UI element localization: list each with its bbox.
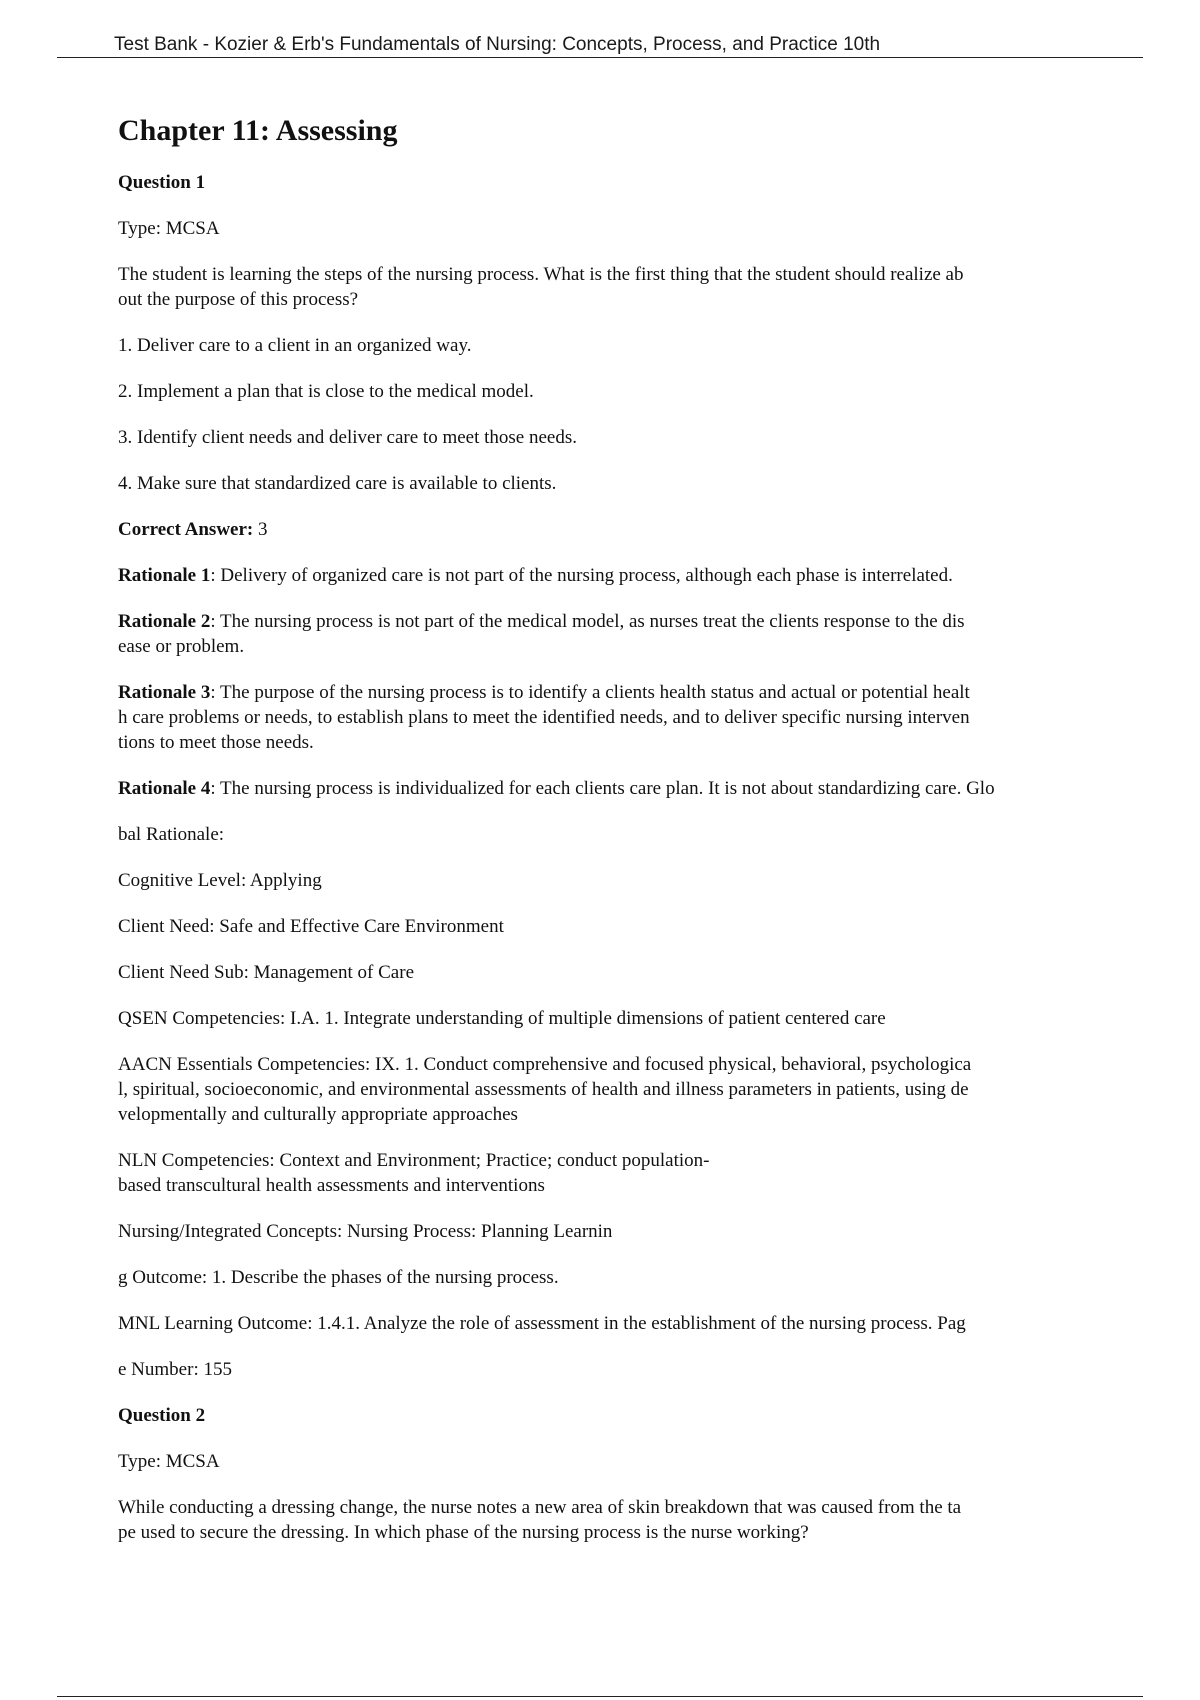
nln-line: based transcultural health assessments and interventions	[118, 1175, 545, 1196]
rationale-2	[118, 609, 1098, 659]
question-1-type: Type: MCSA	[118, 218, 220, 239]
question-2-stem	[118, 1495, 1098, 1545]
option-3: 3. Identify client needs and deliver care to meet those needs.	[118, 427, 577, 448]
nln-competencies	[118, 1148, 1098, 1198]
footer-rule	[57, 1696, 1143, 1697]
cognitive-level: Cognitive Level: Applying	[118, 870, 322, 891]
rationale-label: Rationale 2	[118, 611, 211, 632]
stem-line: pe used to secure the dressing. In which phase of the nursing process is the nurse working?	[118, 1522, 809, 1543]
client-need: Client Need: Safe and Effective Care Environment	[118, 916, 504, 937]
rationale-1	[118, 563, 1098, 588]
rationale-text: : Delivery of organized care is not part of the nursing process, although each phase is interrelated.	[210, 565, 953, 586]
rationale-label: Rationale 4	[118, 778, 211, 799]
correct-answer-label: Correct Answer:	[118, 519, 254, 540]
rationale-4	[118, 776, 1098, 801]
rationale-text: ease or problem.	[118, 636, 245, 657]
aacn-line: l, spiritual, socioeconomic, and environmental assessments of health and illness parameters in patients, using de	[118, 1079, 969, 1100]
learning-outcome: g Outcome: 1. Describe the phases of the nursing process.	[118, 1267, 559, 1288]
integrated-concepts: Nursing/Integrated Concepts: Nursing Process: Planning Learnin	[118, 1221, 613, 1242]
nln-line: NLN Competencies: Context and Environment; Practice; conduct population-	[118, 1150, 710, 1171]
running-header: Test Bank - Kozier & Erb's Fundamentals of Nursing: Concepts, Process, and Practice 10th	[114, 34, 881, 55]
page-number: e Number: 155	[118, 1359, 232, 1380]
option-1: 1. Deliver care to a client in an organized way.	[118, 335, 472, 356]
stem-line: While conducting a dressing change, the nurse notes a new area of skin breakdown that was caused from the ta	[118, 1497, 962, 1518]
aacn-line: velopmentally and culturally appropriate approaches	[118, 1104, 518, 1125]
chapter-title: Chapter 11: Assessing	[118, 114, 398, 147]
client-need-sub: Client Need Sub: Management of Care	[118, 962, 415, 983]
rationale-label: Rationale 1	[118, 565, 211, 586]
mnl-learning-outcome: MNL Learning Outcome: 1.4.1. Analyze the role of assessment in the establishment of the nursing process. Pag	[118, 1313, 966, 1334]
rationale-text: tions to meet those needs.	[118, 732, 314, 753]
aacn-competencies	[118, 1052, 1098, 1127]
question-1-stem	[118, 262, 1098, 312]
rationale-text: : The nursing process is individualized for each clients care plan. It is not about standardizing care. Glo	[210, 778, 995, 799]
global-rationale: bal Rationale:	[118, 824, 225, 845]
correct-answer-value: 3	[253, 519, 268, 540]
option-2: 2. Implement a plan that is close to the medical model.	[118, 381, 534, 402]
aacn-line: AACN Essentials Competencies: IX. 1. Conduct comprehensive and focused physical, behavioral, psychologica	[118, 1054, 972, 1075]
option-4: 4. Make sure that standardized care is available to clients.	[118, 473, 557, 494]
stem-line: out the purpose of this process?	[118, 289, 359, 310]
header-rule	[57, 57, 1143, 58]
stem-line: The student is learning the steps of the nursing process. What is the first thing that the student should realize ab	[118, 264, 964, 285]
question-2-title: Question 2	[118, 1405, 206, 1426]
rationale-3	[118, 680, 1098, 755]
qsen-competencies: QSEN Competencies: I.A. 1. Integrate understanding of multiple dimensions of patient centered care	[118, 1008, 886, 1029]
rationale-text: : The nursing process is not part of the medical model, as nurses treat the clients response to the dis	[210, 611, 965, 632]
rationale-text: h care problems or needs, to establish plans to meet the identified needs, and to deliver specific nursing interven	[118, 707, 970, 728]
rationale-text: : The purpose of the nursing process is to identify a clients health status and actual or potential healt	[210, 682, 970, 703]
rationale-label: Rationale 3	[118, 682, 211, 703]
correct-answer	[118, 517, 1098, 542]
question-2-type: Type: MCSA	[118, 1451, 220, 1472]
document-body	[118, 112, 1098, 1566]
question-1-title: Question 1	[118, 172, 206, 193]
